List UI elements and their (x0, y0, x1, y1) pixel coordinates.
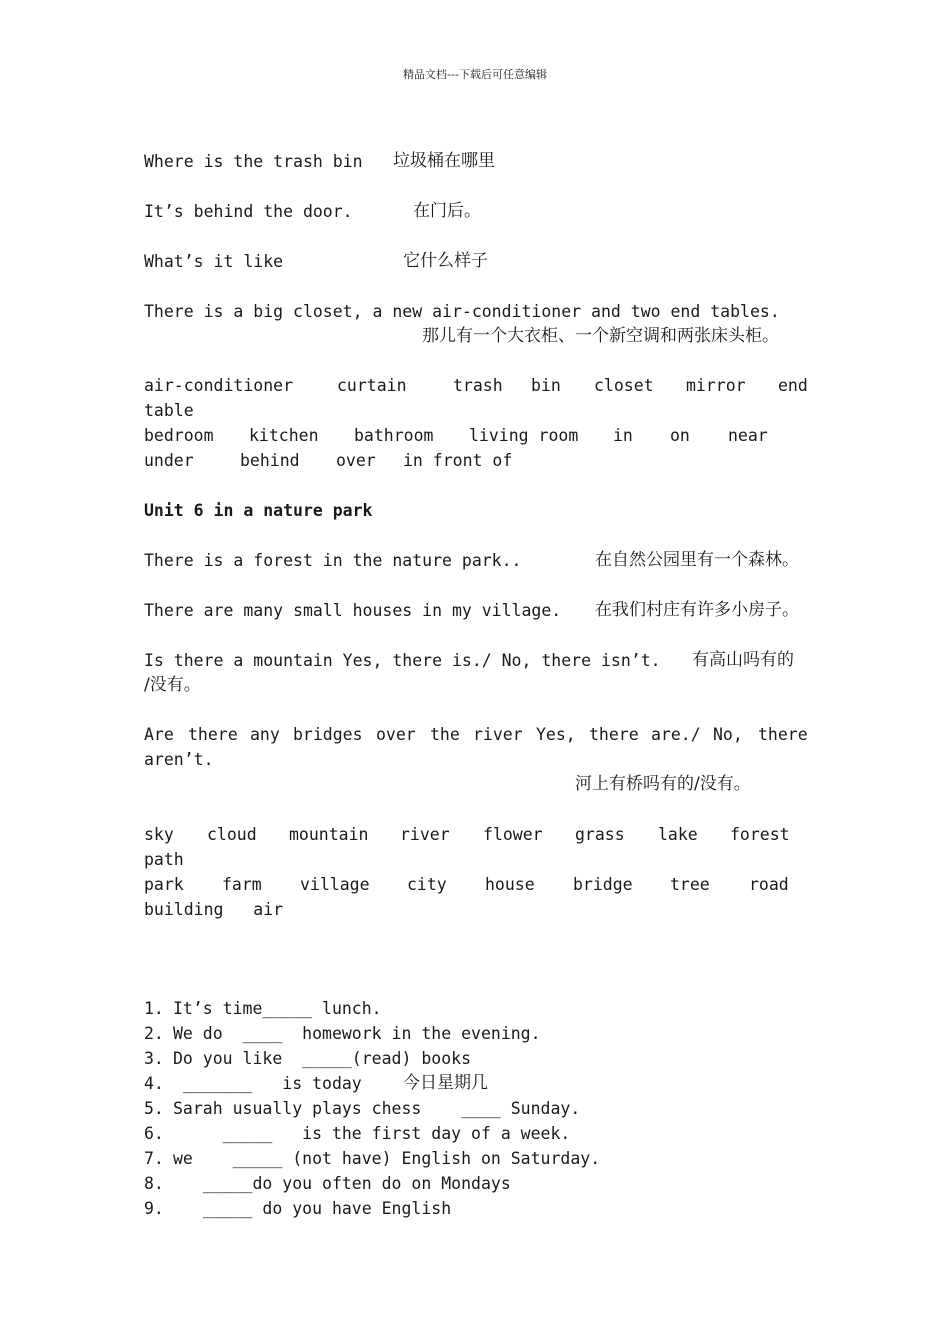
vocab-word: tree (670, 875, 710, 894)
sentence-word: are./ (651, 725, 701, 744)
vocab-word: house (485, 875, 535, 894)
vocab-word: mountain (289, 825, 369, 844)
exercise-zh: 今日星期几 (403, 1073, 488, 1093)
sentence-en: aren’t. (144, 750, 214, 769)
sentence-en: Is there a mountain Yes, there is./ No, there isn’t. (144, 651, 661, 670)
vocab-word: village (300, 875, 370, 894)
unit-title: Unit 6 in a nature park (144, 501, 373, 520)
sentence-zh: 它什么样子 (403, 251, 488, 271)
exercise-text: _____ is the first day of a week. (173, 1124, 571, 1143)
exercise-number: 9. (144, 1199, 164, 1218)
exercise-text: we _____ (not have) English on Saturday. (173, 1149, 601, 1168)
sentence-word: over (376, 725, 416, 744)
sentence-word: Yes, (536, 725, 576, 744)
exercise-number: 8. (144, 1174, 164, 1193)
sentence-zh: 在门后。 (413, 201, 481, 221)
sentence-word: Are (144, 725, 174, 744)
vocab-word: river (400, 825, 450, 844)
vocab-word: building air (144, 900, 284, 919)
exercise-number: 5. (144, 1099, 164, 1118)
vocab-word: near (728, 426, 768, 445)
sentence-zh: 垃圾桶在哪里 (393, 151, 495, 171)
sentence-zh: 在我们村庄有许多小房子。 (595, 600, 799, 620)
vocab-word: living room (469, 426, 579, 445)
sentence-en: There are many small houses in my village. (144, 601, 562, 620)
sentence-word: there (188, 725, 238, 744)
vocab-word: forest (730, 825, 790, 844)
exercise-number: 1. (144, 999, 164, 1018)
sentence-zh: 河上有桥吗有的/没有。 (575, 774, 751, 794)
vocab-word: in (613, 426, 633, 445)
vocab-word: trash (453, 376, 503, 395)
vocab-word: table (144, 401, 194, 420)
sentence-en: Where is the trash bin (144, 152, 363, 171)
vocab-word: kitchen (249, 426, 319, 445)
sentence-word: the (430, 725, 460, 744)
sentence-en: There is a forest in the nature park.. (144, 551, 522, 570)
sentence-zh: 有高山吗有的 (692, 650, 794, 670)
vocab-word: cloud (207, 825, 257, 844)
sentence-word: there (589, 725, 639, 744)
exercise-text: We do ____ homework in the evening. (173, 1024, 541, 1043)
vocab-word: bridge (573, 875, 633, 894)
vocab-word: bedroom (144, 426, 214, 445)
vocab-word: flower (483, 825, 543, 844)
vocab-word: grass (575, 825, 625, 844)
vocab-word: lake (658, 825, 698, 844)
exercise-text: _____do you often do on Mondays (173, 1174, 511, 1193)
sentence-zh: 那儿有一个大衣柜、一个新空调和两张床头柜。 (422, 326, 779, 346)
exercise-text: _______ is today (173, 1074, 362, 1093)
page-header: 精品文档---下载后可任意编辑 (403, 68, 547, 81)
exercise-number: 2. (144, 1024, 164, 1043)
vocab-word: in front of (403, 451, 513, 470)
vocab-word: air-conditioner (144, 376, 294, 395)
exercise-number: 6. (144, 1124, 164, 1143)
exercise-number: 4. (144, 1074, 164, 1093)
exercise-text: _____ do you have English (173, 1199, 452, 1218)
sentence-en: What’s it like (144, 252, 284, 271)
exercise-number: 7. (144, 1149, 164, 1168)
sentence-word: bridges (293, 725, 363, 744)
vocab-word: bin (531, 376, 561, 395)
vocab-word: bathroom (354, 426, 434, 445)
vocab-word: over (336, 451, 376, 470)
sentence-word: river (473, 725, 523, 744)
vocab-word: under (144, 451, 194, 470)
sentence-word: any (250, 725, 280, 744)
sentence-en: There is a big closet, a new air-conditioner and two end tables. (144, 302, 780, 321)
exercise-text: It’s time_____ lunch. (173, 999, 382, 1018)
vocab-word: end (778, 376, 808, 395)
vocab-word: road (749, 875, 789, 894)
exercise-text: Do you like _____(read) books (173, 1049, 472, 1068)
sentence-en: It’s behind the door. (144, 202, 353, 221)
vocab-word: sky (144, 825, 174, 844)
sentence-word: there (758, 725, 808, 744)
vocab-word: curtain (337, 376, 407, 395)
exercise-number: 3. (144, 1049, 164, 1068)
exercise-text: Sarah usually plays chess ____ Sunday. (173, 1099, 581, 1118)
vocab-word: park (144, 875, 184, 894)
sentence-word: No, (713, 725, 743, 744)
vocab-word: mirror (686, 376, 746, 395)
vocab-word: path (144, 850, 184, 869)
vocab-word: behind (240, 451, 300, 470)
sentence-zh: 在自然公园里有一个森林。 (595, 550, 799, 570)
vocab-word: city (407, 875, 447, 894)
vocab-word: on (670, 426, 690, 445)
vocab-word: farm (222, 875, 262, 894)
vocab-word: closet (594, 376, 654, 395)
sentence-zh: /没有。 (144, 675, 201, 695)
